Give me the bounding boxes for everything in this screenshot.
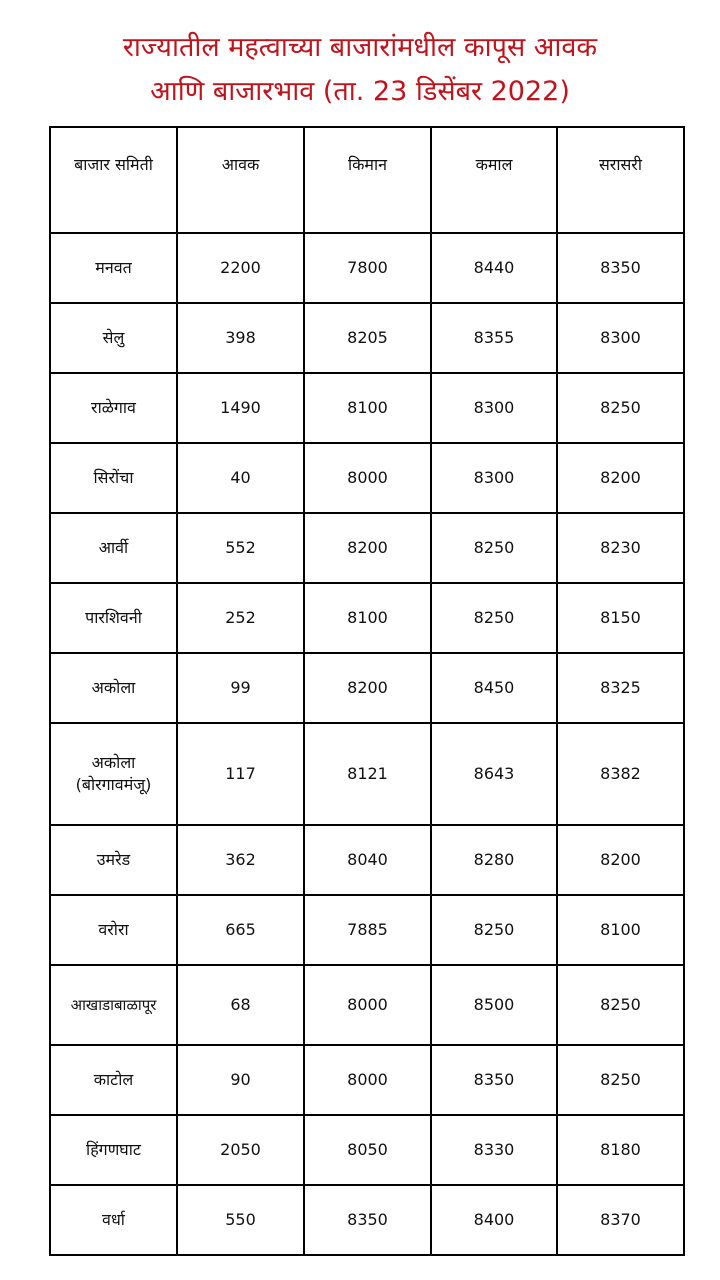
cell-market: अकोला xyxy=(50,653,177,723)
table-row xyxy=(50,1045,684,1115)
cell-arrival: 2200 xyxy=(177,233,304,303)
cell-max: 8280 xyxy=(431,825,557,895)
cell-arrival: 40 xyxy=(177,443,304,513)
table-row xyxy=(50,653,684,723)
cell-avg: 8250 xyxy=(557,1045,684,1115)
cell-market: सिरोंचा xyxy=(50,443,177,513)
cell-market: पारशिवनी xyxy=(50,583,177,653)
cell-avg: 8180 xyxy=(557,1115,684,1185)
cotton-market-table xyxy=(49,126,685,1256)
cell-max: 8400 xyxy=(431,1185,557,1255)
table-row xyxy=(50,443,684,513)
cell-max: 8250 xyxy=(431,895,557,965)
cell-avg: 8350 xyxy=(557,233,684,303)
cell-min: 8040 xyxy=(304,825,431,895)
cell-arrival: 552 xyxy=(177,513,304,583)
cell-market: हिंगणघाट xyxy=(50,1115,177,1185)
cell-max: 8440 xyxy=(431,233,557,303)
cell-market-sub: (बोरगावमंजू) xyxy=(75,775,152,794)
table-row xyxy=(50,895,684,965)
cell-market: उमरेड xyxy=(50,825,177,895)
cell-min: 8000 xyxy=(304,443,431,513)
header-row xyxy=(50,127,684,233)
cell-min: 8121 xyxy=(304,723,431,825)
header-min: किमान xyxy=(304,127,431,233)
cell-min: 7800 xyxy=(304,233,431,303)
cell-market xyxy=(50,723,177,825)
cell-market: आर्वी xyxy=(50,513,177,583)
header-market: बाजार समिती xyxy=(50,127,177,233)
table-row xyxy=(50,513,684,583)
cell-min: 8100 xyxy=(304,583,431,653)
cell-avg: 8200 xyxy=(557,443,684,513)
cell-arrival: 665 xyxy=(177,895,304,965)
cell-market: मनवत xyxy=(50,233,177,303)
cell-avg: 8300 xyxy=(557,303,684,373)
cell-max: 8500 xyxy=(431,965,557,1045)
cell-arrival: 550 xyxy=(177,1185,304,1255)
cell-min: 8200 xyxy=(304,653,431,723)
header-avg: सरासरी xyxy=(557,127,684,233)
title-line-2: आणि बाजारभाव (ता. 23 डिसेंबर 2022) xyxy=(150,76,570,107)
table-row xyxy=(50,233,684,303)
cell-avg: 8150 xyxy=(557,583,684,653)
cell-arrival: 2050 xyxy=(177,1115,304,1185)
table-row xyxy=(50,583,684,653)
cell-min: 8000 xyxy=(304,1045,431,1115)
cell-market: सेलु xyxy=(50,303,177,373)
cell-market: आखाडाबाळापूर xyxy=(50,965,177,1045)
cell-avg: 8382 xyxy=(557,723,684,825)
table-row xyxy=(50,965,684,1045)
cell-market-name: अकोला xyxy=(91,753,136,772)
header-arrival: आवक xyxy=(177,127,304,233)
page-title xyxy=(0,26,720,114)
table-row xyxy=(50,1115,684,1185)
cell-avg: 8100 xyxy=(557,895,684,965)
cell-max: 8300 xyxy=(431,373,557,443)
cell-max: 8643 xyxy=(431,723,557,825)
cell-min: 7885 xyxy=(304,895,431,965)
cell-avg: 8230 xyxy=(557,513,684,583)
cell-arrival: 398 xyxy=(177,303,304,373)
cell-max: 8330 xyxy=(431,1115,557,1185)
cell-arrival: 99 xyxy=(177,653,304,723)
cell-arrival: 90 xyxy=(177,1045,304,1115)
title-line-1: राज्यातील महत्वाच्या बाजारांमधील कापूस आवक xyxy=(122,32,598,63)
cell-avg: 8200 xyxy=(557,825,684,895)
cell-market: राळेगाव xyxy=(50,373,177,443)
table-row xyxy=(50,303,684,373)
table-row xyxy=(50,723,684,825)
cell-arrival: 117 xyxy=(177,723,304,825)
cell-max: 8450 xyxy=(431,653,557,723)
header-max: कमाल xyxy=(431,127,557,233)
cell-market: काटोल xyxy=(50,1045,177,1115)
table-row xyxy=(50,825,684,895)
cell-min: 8205 xyxy=(304,303,431,373)
cell-arrival: 362 xyxy=(177,825,304,895)
cell-max: 8300 xyxy=(431,443,557,513)
cell-arrival: 1490 xyxy=(177,373,304,443)
cell-min: 8050 xyxy=(304,1115,431,1185)
cell-avg: 8250 xyxy=(557,373,684,443)
cell-avg: 8325 xyxy=(557,653,684,723)
cell-avg: 8250 xyxy=(557,965,684,1045)
cell-max: 8250 xyxy=(431,583,557,653)
cell-arrival: 252 xyxy=(177,583,304,653)
cell-min: 8350 xyxy=(304,1185,431,1255)
cell-min: 8200 xyxy=(304,513,431,583)
cell-arrival: 68 xyxy=(177,965,304,1045)
table-row xyxy=(50,1185,684,1255)
table-row xyxy=(50,373,684,443)
cell-min: 8000 xyxy=(304,965,431,1045)
cell-max: 8355 xyxy=(431,303,557,373)
cell-min: 8100 xyxy=(304,373,431,443)
cell-market: वरोरा xyxy=(50,895,177,965)
cell-avg: 8370 xyxy=(557,1185,684,1255)
cell-market: वर्धा xyxy=(50,1185,177,1255)
cell-max: 8250 xyxy=(431,513,557,583)
cell-max: 8350 xyxy=(431,1045,557,1115)
